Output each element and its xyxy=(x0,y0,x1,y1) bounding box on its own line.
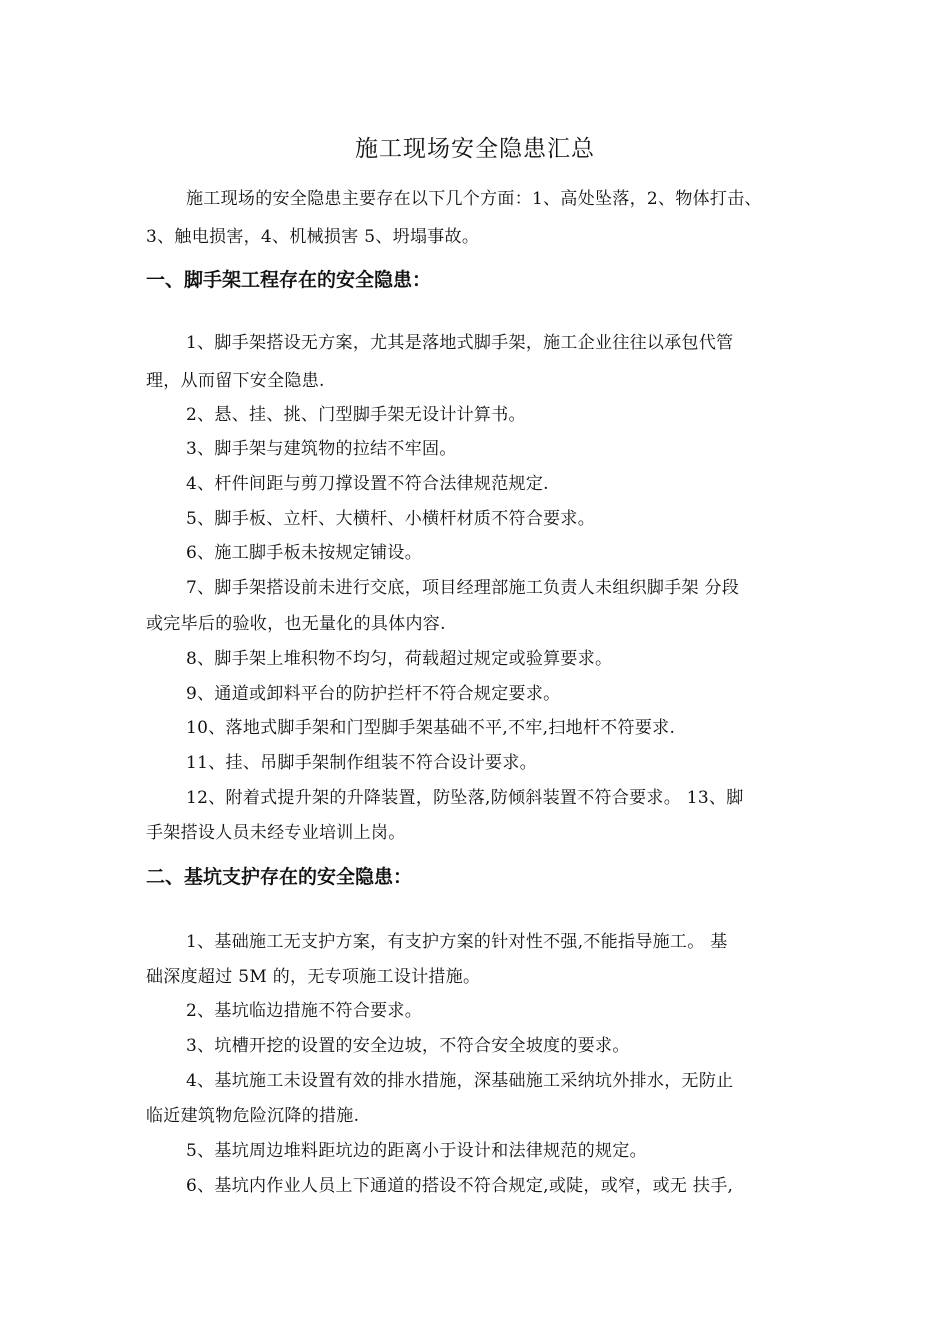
list-item: 11、挂、吊脚手架制作组装不符合设计要求。 xyxy=(186,753,537,773)
list-item: 6、基坑内作业人员上下通道的搭设不符合规定,或陡，或窄，或无 扶手, xyxy=(186,1176,734,1196)
list-item: 2、悬、挂、挑、门型脚手架无设计计算书。 xyxy=(186,405,526,425)
list-item: 临近建筑物危险沉降的措施. xyxy=(146,1106,360,1126)
list-item: 12、附着式提升架的升降装置，防坠落,防倾斜装置不符合要求。 13、脚 xyxy=(186,788,744,808)
list-item: 8、脚手架上堆积物不均匀，荷载超过规定或验算要求。 xyxy=(186,649,613,669)
list-item: 手架搭设人员未经专业培训上岗。 xyxy=(146,823,406,843)
list-item: 7、脚手架搭设前未进行交底，项目经理部施工负责人未组织脚手架 分段 xyxy=(186,578,740,598)
section-heading-foundation-pit: 二、基坑支护存在的安全隐患： xyxy=(146,866,413,888)
list-item: 3、脚手架与建筑物的拉结不牢固。 xyxy=(186,439,457,459)
intro-line-2: 3、触电损害，4、机械损害 5、坍塌事故。 xyxy=(146,227,480,247)
list-item: 4、杆件间距与剪刀撑设置不符合法律规范规定. xyxy=(186,474,549,494)
list-item: 1、基础施工无支护方案，有支护方案的针对性不强,不能指导施工。 基 xyxy=(186,932,728,952)
list-item: 5、脚手板、立杆、大横杆、小横杆材质不符合要求。 xyxy=(186,509,596,529)
page-title: 施工现场安全隐患汇总 xyxy=(355,136,595,162)
list-item: 3、坑槽开挖的设置的安全边坡，不符合安全坡度的要求。 xyxy=(186,1036,630,1056)
list-item: 4、基坑施工未设置有效的排水措施，深基础施工采纳坑外排水，无防止 xyxy=(186,1071,734,1091)
list-item: 1、脚手架搭设无方案，尤其是落地式脚手架，施工企业往往以承包代管 xyxy=(186,333,734,353)
intro-line-1: 施工现场的安全隐患主要存在以下几个方面：1、高处坠落，2、物体打击、 xyxy=(186,189,762,209)
list-item: 5、基坑周边堆料距坑边的距离小于设计和法律规范的规定。 xyxy=(186,1141,647,1161)
list-item: 6、施工脚手板未按规定铺设。 xyxy=(186,543,423,563)
list-item: 或完毕后的验收，也无量化的具体内容. xyxy=(146,614,446,634)
list-item: 10、落地式脚手架和门型脚手架基础不平,不牢,扫地杆不符要求. xyxy=(186,718,676,738)
list-item: 2、基坑临边措施不符合要求。 xyxy=(186,1001,423,1021)
section-heading-scaffolding: 一、脚手架工程存在的安全隐患： xyxy=(146,269,432,291)
list-item: 理，从而留下安全隐患. xyxy=(146,371,325,391)
list-item: 础深度超过 5M 的，无专项施工设计措施。 xyxy=(146,967,481,987)
list-item: 9、通道或卸料平台的防护拦杆不符合规定要求。 xyxy=(186,684,561,704)
